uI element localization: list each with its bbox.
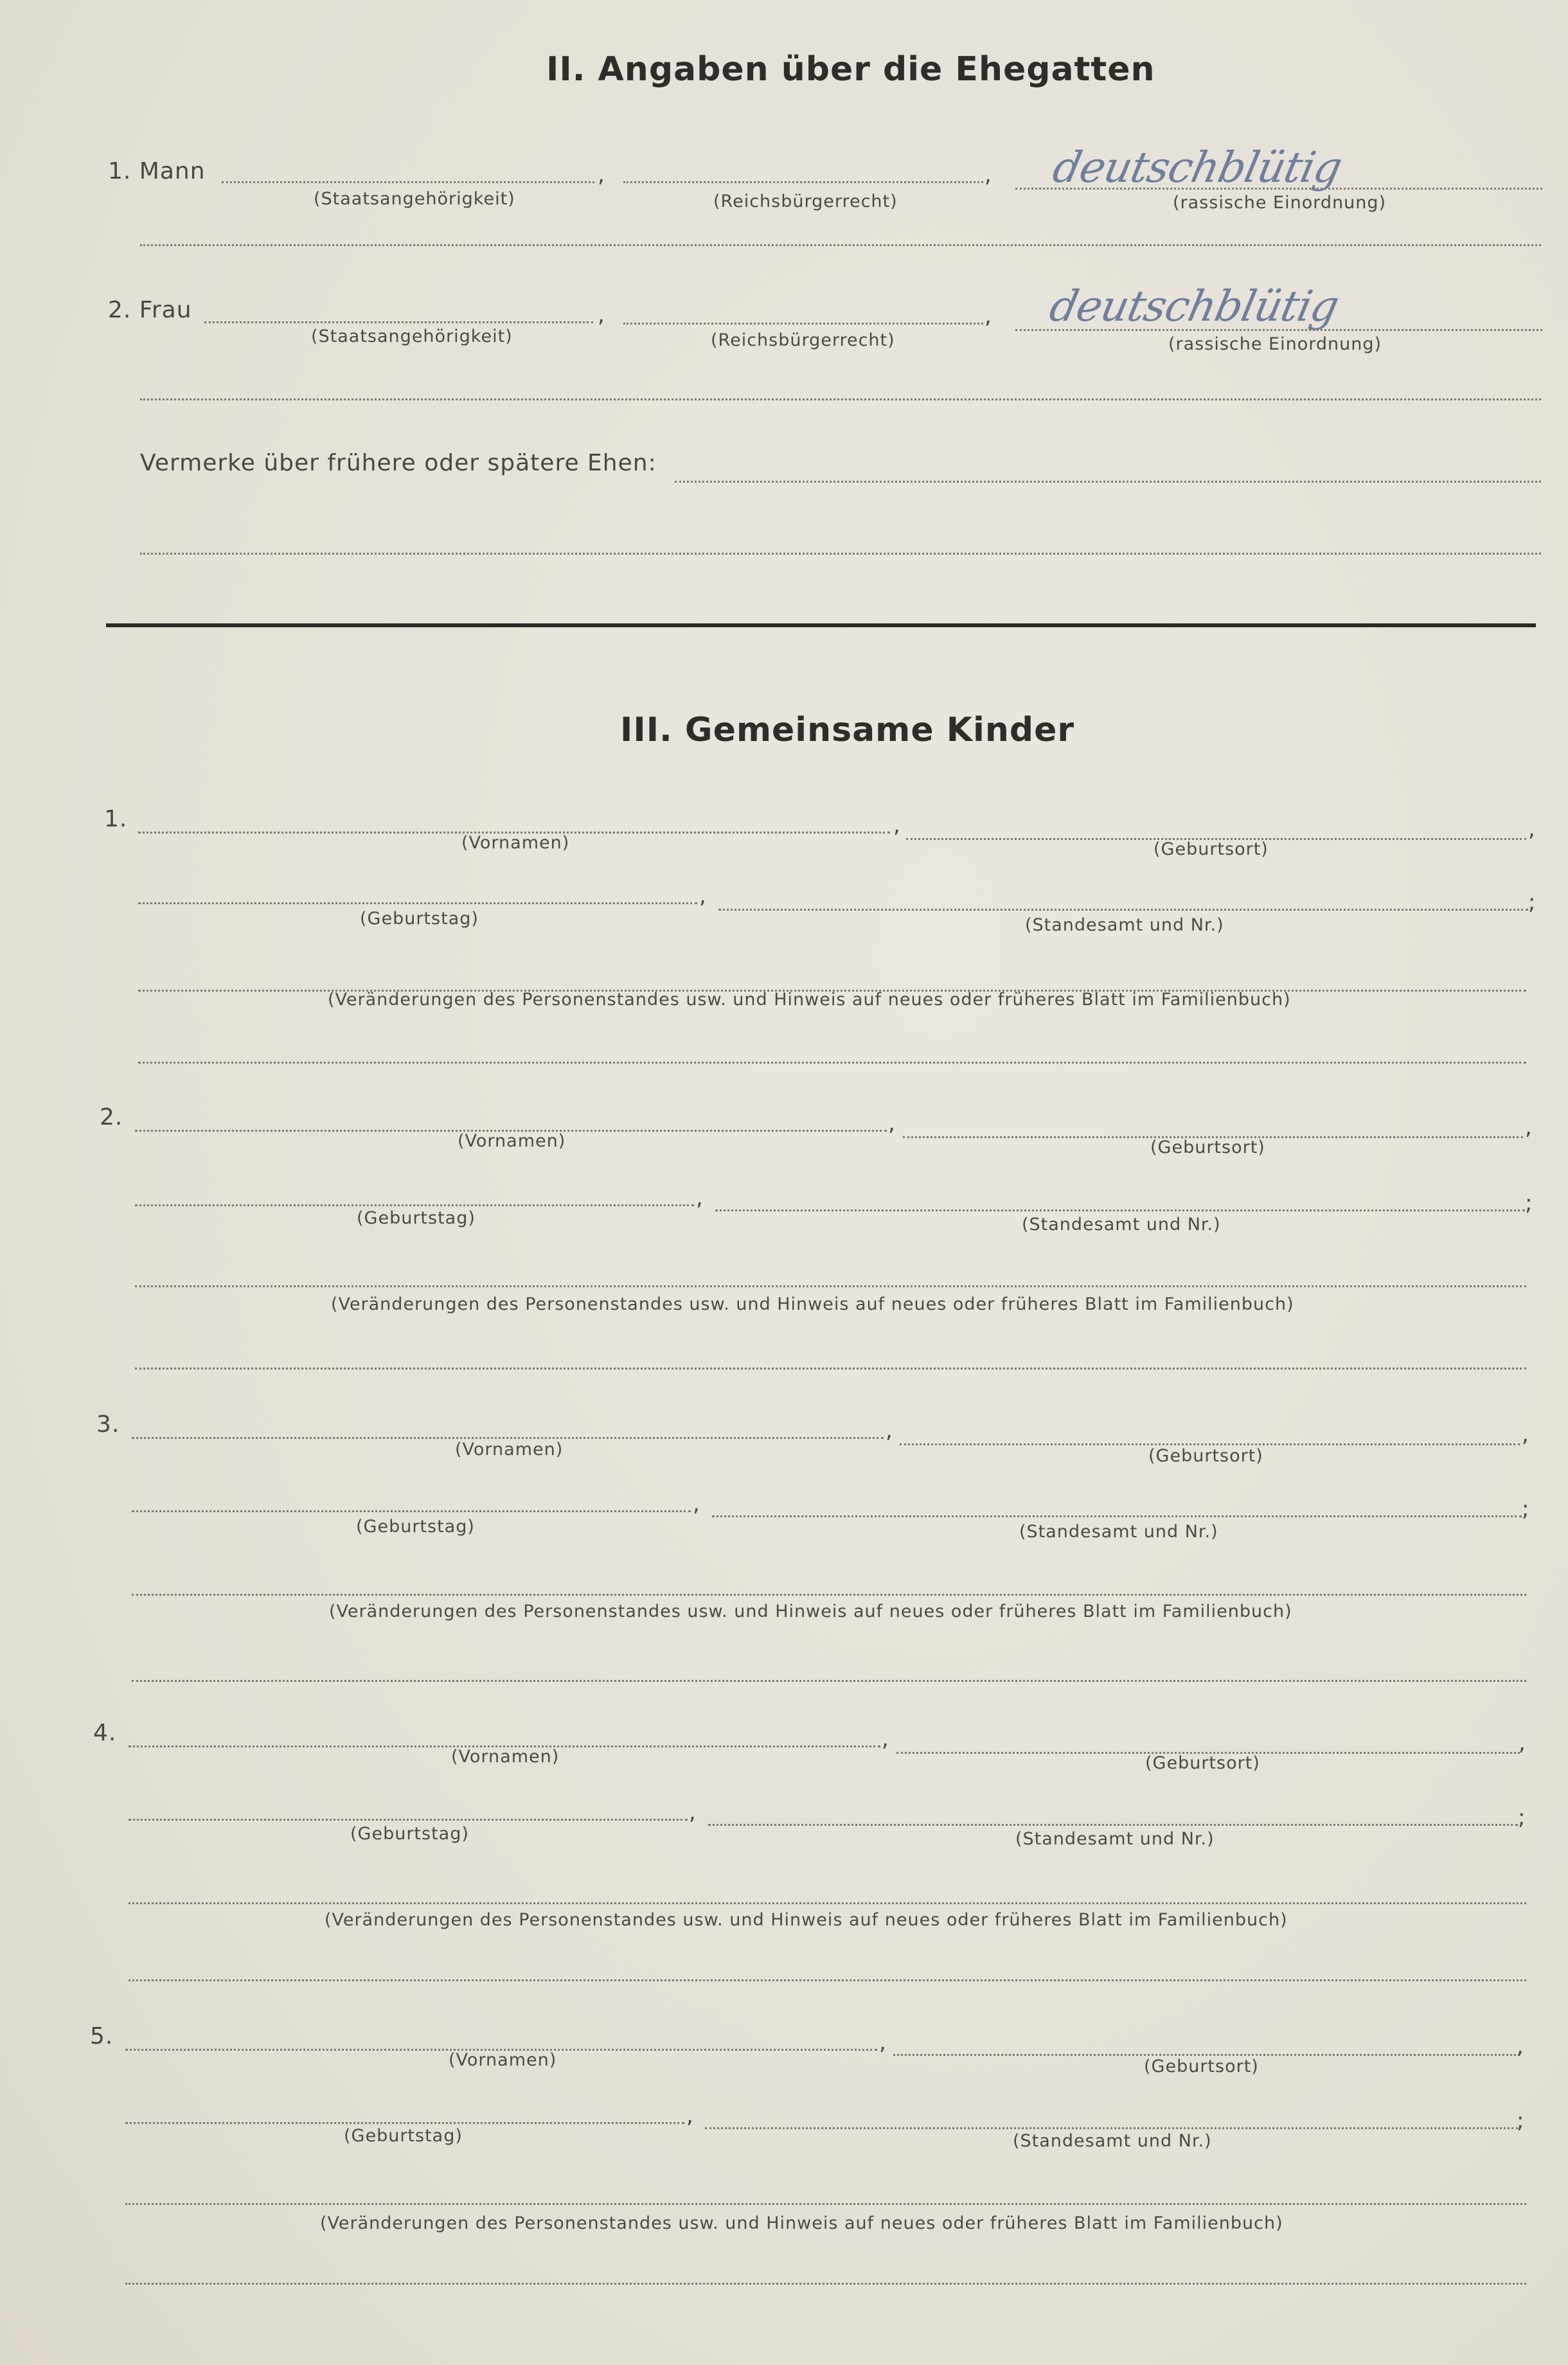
comma: ,: [984, 162, 992, 188]
semicolon: ;: [1522, 1496, 1529, 1522]
child-changes-line-2[interactable]: [129, 1979, 1526, 1981]
comma: ,: [888, 1111, 895, 1136]
semicolon: ;: [1517, 2108, 1524, 2134]
woman-cap-citizenship: (Staatsangehörigkeit): [311, 326, 513, 346]
child-cap-registry: (Standesamt und Nr.): [1022, 1215, 1221, 1235]
comma: ,: [879, 2030, 886, 2055]
child-cap-registry: (Standesamt und Nr.): [1019, 1522, 1218, 1542]
child-number: 1.: [104, 806, 128, 832]
child-registry-field[interactable]: [708, 1824, 1518, 1826]
woman-extra-line[interactable]: [140, 398, 1541, 400]
comma: ,: [1519, 1730, 1526, 1756]
child-cap-birthday: (Geburtstag): [360, 909, 479, 929]
child-number: 3.: [96, 1411, 120, 1438]
child-birthday-field[interactable]: [132, 1510, 691, 1512]
woman-citizenship-field[interactable]: [204, 321, 593, 323]
child-registry-field[interactable]: [712, 1515, 1522, 1517]
child-cap-birthplace: (Geburtsort): [1144, 2057, 1259, 2076]
semicolon: ;: [1525, 1190, 1533, 1216]
man-cap-citizenship: (Staatsangehörigkeit): [314, 189, 515, 209]
child-number: 4.: [93, 1720, 117, 1746]
woman-label: 2. Frau: [108, 297, 192, 323]
comma: ,: [1522, 1422, 1529, 1447]
child-cap-birthday: (Geburtstag): [357, 1208, 476, 1228]
child-changes-field[interactable]: [125, 2203, 1526, 2205]
child-cap-registry: (Standesamt und Nr.): [1025, 915, 1224, 935]
child-cap-names: (Vornamen): [458, 1131, 566, 1151]
comma: ,: [686, 2103, 693, 2128]
semicolon: ;: [1528, 889, 1536, 915]
child-cap-names: (Vornamen): [451, 1747, 560, 1767]
child-cap-birthplace: (Geburtsort): [1150, 1138, 1265, 1157]
child-changes-line-2[interactable]: [132, 1680, 1526, 1682]
comma: ,: [696, 1185, 703, 1211]
marriage-notes-line-2[interactable]: [140, 553, 1541, 555]
child-birthday-field[interactable]: [138, 902, 697, 904]
child-changes-field[interactable]: [132, 1594, 1526, 1596]
child-cap-changes: (Veränderungen des Personenstandes usw. und Hinweis auf neues oder früheres Blatt im Familienbuch): [325, 1910, 1288, 1930]
child-birthplace-field[interactable]: [900, 1443, 1520, 1445]
comma: ,: [1525, 1114, 1532, 1140]
woman-cap-racial: (rassische Einordnung): [1168, 334, 1382, 354]
child-cap-changes: (Veränderungen des Personenstandes usw. und Hinweis auf neues oder früheres Blatt im Familienbuch): [320, 2213, 1283, 2233]
child-registry-field[interactable]: [715, 1209, 1525, 1211]
child-cap-birthday: (Geburtstag): [356, 1517, 475, 1537]
child-names-field[interactable]: [132, 1437, 884, 1439]
comma: ,: [699, 883, 706, 909]
child-changes-line-2[interactable]: [138, 1062, 1526, 1064]
child-number: 5.: [90, 2023, 114, 2049]
marriage-notes-field[interactable]: [675, 481, 1541, 483]
child-cap-names: (Vornamen): [461, 833, 570, 853]
child-number: 2.: [100, 1104, 123, 1130]
child-birthday-field[interactable]: [129, 1819, 688, 1821]
woman-racial-handwritten: deutschblütig: [1045, 281, 1343, 331]
child-birthday-field[interactable]: [125, 2122, 684, 2124]
section-divider: [106, 623, 1536, 627]
child-cap-names: (Vornamen): [449, 2050, 557, 2070]
comma: ,: [1528, 816, 1535, 842]
man-extra-line[interactable]: [140, 244, 1541, 246]
section-title-children: III. Gemeinsame Kinder: [620, 711, 1075, 749]
child-cap-names: (Vornamen): [455, 1440, 564, 1459]
comma: ,: [893, 812, 900, 838]
comma: ,: [1517, 2033, 1524, 2059]
comma: ,: [886, 1418, 893, 1443]
child-cap-registry: (Standesamt und Nr.): [1015, 1829, 1215, 1849]
man-racial-handwritten: deutschblütig: [1048, 143, 1346, 192]
child-cap-changes: (Veränderungen des Personenstandes usw. und Hinweis auf neues oder früheres Blatt im Familienbuch): [328, 990, 1291, 1010]
child-changes-line-2[interactable]: [135, 1368, 1526, 1370]
child-changes-line-2[interactable]: [125, 2283, 1526, 2285]
child-changes-field[interactable]: [129, 1902, 1526, 1904]
comma: ,: [882, 1726, 889, 1752]
child-cap-birthplace: (Geburtsort): [1145, 1753, 1260, 1773]
child-birthplace-field[interactable]: [893, 2054, 1520, 2056]
child-changes-field[interactable]: [135, 1285, 1526, 1287]
comma: ,: [693, 1491, 700, 1517]
woman-cap-reich: (Reichsbürgerrecht): [711, 330, 895, 350]
man-cap-reich: (Reichsbürgerrecht): [713, 192, 898, 211]
child-cap-birthplace: (Geburtsort): [1148, 1446, 1263, 1466]
comma: ,: [984, 303, 992, 329]
child-registry-field[interactable]: [705, 2127, 1518, 2129]
man-citizenship-field[interactable]: [222, 181, 594, 183]
man-reich-field[interactable]: [623, 181, 983, 183]
woman-reich-field[interactable]: [623, 323, 983, 325]
child-cap-changes: (Veränderungen des Personenstandes usw. und Hinweis auf neues oder früheres Blatt im Familienbuch): [329, 1602, 1292, 1621]
child-cap-changes: (Veränderungen des Personenstandes usw. und Hinweis auf neues oder früheres Blatt im Familienbuch): [331, 1294, 1294, 1314]
child-registry-field[interactable]: [718, 909, 1528, 911]
comma: ,: [598, 302, 605, 328]
comma: ,: [689, 1799, 696, 1825]
child-cap-birthday: (Geburtstag): [350, 1824, 469, 1844]
child-birthday-field[interactable]: [135, 1204, 694, 1206]
marriage-notes-label: Vermerke über frühere oder spätere Ehen:: [140, 450, 657, 476]
section-title-spouses: II. Angaben über die Ehegatten: [546, 50, 1155, 89]
comma: ,: [598, 162, 605, 188]
man-label: 1. Mann: [108, 158, 206, 184]
child-cap-birthplace: (Geburtsort): [1154, 839, 1269, 859]
child-cap-registry: (Standesamt und Nr.): [1013, 2131, 1212, 2151]
man-cap-racial: (rassische Einordnung): [1173, 193, 1386, 213]
semicolon: ;: [1518, 1805, 1526, 1830]
child-cap-birthday: (Geburtstag): [344, 2126, 463, 2146]
